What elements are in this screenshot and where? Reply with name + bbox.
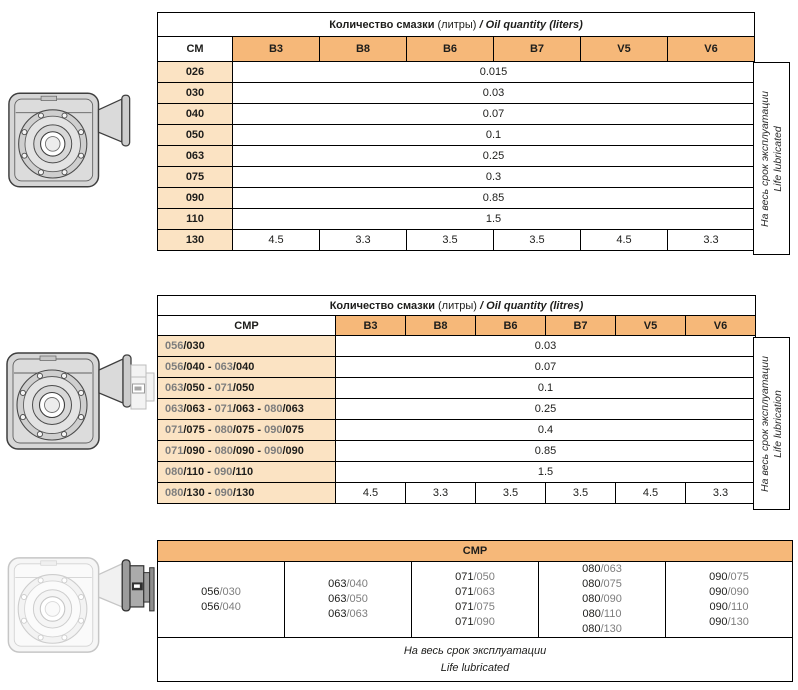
life-note-en: Life lubrication xyxy=(771,389,784,458)
model-code-suffix: /090 xyxy=(232,445,255,457)
mount-position-header: B7 xyxy=(494,37,581,62)
model-code-suffix: /050 xyxy=(232,382,255,394)
table-row xyxy=(158,357,756,378)
table-row xyxy=(158,104,755,125)
size-label: 063/050 - 071/050 xyxy=(158,378,336,399)
model-code-suffix: /040 xyxy=(183,361,205,373)
model-code xyxy=(158,600,284,615)
size-label: 040 xyxy=(158,104,233,125)
model-code-suffix: /063 xyxy=(282,403,304,415)
model-code-prefix: 056 xyxy=(165,340,184,352)
model-code-suffix: /063 xyxy=(600,563,622,575)
cmp-life-note xyxy=(759,356,785,492)
model-group-cell xyxy=(158,562,285,638)
oil-quantity-value: 4.5 xyxy=(581,230,668,251)
model-code-suffix: /030 xyxy=(219,585,241,598)
size-label: 063/063 - 071/063 - 080/063 xyxy=(158,399,336,420)
mount-position-header: V6 xyxy=(668,37,755,62)
size-label: 090 xyxy=(158,188,233,209)
model-code-prefix: 090 xyxy=(214,487,233,499)
model-code-prefix: 080 xyxy=(214,445,233,457)
cmp-oil-table-section xyxy=(157,295,797,504)
oil-quantity-value: 4.5 xyxy=(336,483,406,504)
worm-gearbox-front-icon xyxy=(6,88,154,192)
model-code xyxy=(539,562,665,577)
model-code-suffix: /040 xyxy=(232,361,255,373)
model-code-suffix: /130 xyxy=(232,487,255,499)
oil-quantity-value: 3.5 xyxy=(476,483,546,504)
cmp-oil-table xyxy=(157,295,756,504)
model-code xyxy=(412,615,538,630)
table-title xyxy=(158,296,756,316)
model-code-suffix: /050 xyxy=(473,570,495,583)
model-code-suffix: /075 xyxy=(727,570,749,583)
oil-quantity-value: 0.03 xyxy=(336,336,756,357)
model-code-suffix: /063 xyxy=(232,403,255,415)
model-code-suffix: /110 xyxy=(600,608,622,620)
model-code xyxy=(285,607,411,622)
model-code-suffix: /030 xyxy=(183,340,205,352)
model-code-suffix: /075 xyxy=(282,424,304,436)
mount-position-header: V5 xyxy=(616,316,686,336)
model-code xyxy=(412,585,538,600)
oil-quantity-value: 0.07 xyxy=(233,104,755,125)
model-code-prefix: 071 xyxy=(455,615,474,628)
model-code-prefix: 090 xyxy=(709,570,728,583)
oil-quantity-value: 0.03 xyxy=(233,83,755,104)
model-group-cell xyxy=(539,562,666,638)
title-ru-paren: (литры) xyxy=(437,18,477,31)
cmp-groups-row xyxy=(158,562,793,638)
table-title-row xyxy=(158,296,756,316)
oil-quantity-value: 4.5 xyxy=(233,230,320,251)
table-row xyxy=(158,420,756,441)
model-code-suffix: /090 xyxy=(282,445,304,457)
model-code-prefix: 090 xyxy=(264,424,283,436)
model-code-prefix: 080 xyxy=(165,466,184,478)
model-code xyxy=(666,570,792,585)
oil-quantity-value: 0.25 xyxy=(336,399,756,420)
model-code-prefix: 071 xyxy=(455,600,474,613)
model-code-suffix: /090 xyxy=(727,585,749,598)
model-code-prefix: 063 xyxy=(328,578,347,590)
model-code-suffix: /040 xyxy=(346,578,368,590)
mount-position-header: B8 xyxy=(320,37,407,62)
series-corner-label: CM xyxy=(158,37,233,62)
model-code-suffix: /130 xyxy=(183,487,205,499)
model-code xyxy=(412,570,538,585)
cm-oil-table-section xyxy=(157,12,797,251)
title-en: / Oil quantity (liters) xyxy=(479,18,583,31)
oil-quantity-value: 3.3 xyxy=(686,483,756,504)
life-note-ru: На весь срок эксплуатации xyxy=(758,355,771,492)
model-code-prefix: 080 xyxy=(582,593,601,605)
model-code-prefix: 056 xyxy=(201,600,220,613)
size-label: 056/040 - 063/040 xyxy=(158,357,336,378)
oil-quantity-value: 0.3 xyxy=(233,167,755,188)
oil-quantity-value: 3.5 xyxy=(407,230,494,251)
model-code-prefix: 063 xyxy=(165,382,184,394)
model-code-prefix: 063 xyxy=(328,593,347,605)
model-code-suffix: /063 xyxy=(183,403,205,415)
model-code-prefix: 090 xyxy=(709,600,728,613)
model-code-suffix: /130 xyxy=(727,615,749,628)
cmp-header-row xyxy=(158,541,793,562)
column-header-row xyxy=(158,316,756,336)
title-ru-paren: (литры) xyxy=(438,299,477,312)
model-code xyxy=(285,592,411,607)
size-label: 050 xyxy=(158,125,233,146)
cmp-footer-row xyxy=(158,638,793,682)
size-label: 080/110 - 090/110 xyxy=(158,462,336,483)
oil-quantity-value: 0.25 xyxy=(233,146,755,167)
model-code-prefix: 071 xyxy=(165,424,184,436)
table-row xyxy=(158,167,755,188)
mount-position-header: B3 xyxy=(336,316,406,336)
mount-position-header: B7 xyxy=(546,316,616,336)
table-title-row xyxy=(158,13,755,37)
model-code-suffix: /075 xyxy=(183,424,205,436)
oil-quantity-value: 0.85 xyxy=(336,441,756,462)
model-code-suffix: /075 xyxy=(232,424,255,436)
model-code-prefix: 071 xyxy=(214,382,233,394)
size-label: 071/090 - 080/090 - 090/090 xyxy=(158,441,336,462)
model-code-prefix: 080 xyxy=(165,487,184,499)
size-label xyxy=(158,336,336,357)
life-note-en: Life lubricated xyxy=(771,125,784,192)
size-label: 026 xyxy=(158,62,233,83)
model-code-suffix: /075 xyxy=(473,600,495,613)
model-code xyxy=(539,592,665,607)
worm-gearbox-ghost-adapter-icon xyxy=(4,348,156,454)
model-code-suffix: /090 xyxy=(183,445,205,457)
model-code-prefix: 080 xyxy=(582,578,601,590)
oil-quantity-value: 0.4 xyxy=(336,420,756,441)
model-code-prefix: 063 xyxy=(165,403,184,415)
title-en: / Oil quantity (litres) xyxy=(480,299,584,312)
model-code-prefix: 071 xyxy=(214,403,233,415)
model-code-prefix: 071 xyxy=(165,445,184,457)
oil-quantity-value: 3.3 xyxy=(320,230,407,251)
model-code-prefix: 080 xyxy=(582,608,601,620)
model-code-prefix: 056 xyxy=(201,585,220,598)
cm-life-note-box xyxy=(753,62,790,255)
oil-quantity-value: 4.5 xyxy=(616,483,686,504)
size-label: 130 xyxy=(158,230,233,251)
table-row xyxy=(158,378,756,399)
title-ru: Количество смазки xyxy=(329,18,435,31)
oil-quantity-value: 0.07 xyxy=(336,357,756,378)
table-row xyxy=(158,125,755,146)
model-code-suffix: /110 xyxy=(183,466,205,478)
cmp-header: CMP xyxy=(158,541,793,562)
model-code xyxy=(285,577,411,592)
size-label: 075 xyxy=(158,167,233,188)
mount-position-header: B8 xyxy=(406,316,476,336)
model-code xyxy=(666,585,792,600)
model-code-prefix: 090 xyxy=(709,615,728,628)
model-code xyxy=(666,600,792,615)
model-group-cell xyxy=(412,562,539,638)
table-row xyxy=(158,188,755,209)
model-code-prefix: 071 xyxy=(455,585,474,598)
oil-quantity-value: 1.5 xyxy=(336,462,756,483)
mount-position-header: B6 xyxy=(407,37,494,62)
table-row xyxy=(158,483,756,504)
life-note-ru: На весь срок эксплуатации xyxy=(758,90,771,227)
oil-quantity-value: 0.85 xyxy=(233,188,755,209)
model-group-cell xyxy=(285,562,412,638)
table-row xyxy=(158,399,756,420)
mount-position-header: B3 xyxy=(233,37,320,62)
model-code-suffix: /130 xyxy=(600,623,622,635)
oil-quantity-value: 3.3 xyxy=(668,230,755,251)
size-label: 080/130 - 090/130 xyxy=(158,483,336,504)
cmp-gearbox-image xyxy=(4,348,156,454)
model-code-suffix: /075 xyxy=(600,578,622,590)
table-row xyxy=(158,146,755,167)
series-corner-label: CMP xyxy=(158,316,336,336)
oil-quantity-value: 0.1 xyxy=(233,125,755,146)
model-code-prefix: 063 xyxy=(214,361,233,373)
oil-quantity-value: 3.3 xyxy=(406,483,476,504)
cmp-life-note-box xyxy=(753,337,790,510)
model-code-suffix: /050 xyxy=(183,382,205,394)
cmp-groups-table xyxy=(157,540,793,682)
model-code-suffix: /040 xyxy=(219,600,241,613)
model-code xyxy=(666,615,792,630)
model-code-prefix: 080 xyxy=(582,563,601,575)
model-code-suffix: /063 xyxy=(473,585,495,598)
oil-quantity-value: 0.1 xyxy=(336,378,756,399)
model-code-suffix: /110 xyxy=(727,600,749,613)
model-code-prefix: 090 xyxy=(709,585,728,598)
size-label: 110 xyxy=(158,209,233,230)
table-row xyxy=(158,336,756,357)
column-header-row xyxy=(158,37,755,62)
model-code xyxy=(539,577,665,592)
cm-life-note xyxy=(759,91,785,227)
model-code xyxy=(539,607,665,622)
cm-gearbox-image xyxy=(6,88,154,192)
model-code-suffix: /063 xyxy=(346,608,368,620)
model-code xyxy=(412,600,538,615)
oil-quantity-value: 0.015 xyxy=(233,62,755,83)
table-title xyxy=(158,13,755,37)
cm-oil-table xyxy=(157,12,755,251)
size-label: 030 xyxy=(158,83,233,104)
mount-position-header: B6 xyxy=(476,316,546,336)
model-code-prefix: 090 xyxy=(264,445,283,457)
oil-quantity-value: 3.5 xyxy=(494,230,581,251)
model-code xyxy=(539,622,665,637)
model-code-prefix: 080 xyxy=(582,623,601,635)
model-code xyxy=(158,585,284,600)
size-label: 071/075 - 080/075 - 090/075 xyxy=(158,420,336,441)
life-note-en: Life lubricated xyxy=(440,661,510,674)
life-lubricated-note xyxy=(158,638,793,682)
model-code-suffix: /090 xyxy=(473,615,495,628)
mount-position-header: V6 xyxy=(686,316,756,336)
title-ru: Количество смазки xyxy=(329,299,435,312)
cmp-groups-section xyxy=(157,540,792,682)
model-code-prefix: 080 xyxy=(264,403,283,415)
model-code-prefix: 080 xyxy=(214,424,233,436)
life-note-ru: На весь срок эксплуатации xyxy=(403,644,547,657)
table-row xyxy=(158,62,755,83)
table-row xyxy=(158,209,755,230)
model-code-prefix: 090 xyxy=(213,466,233,478)
oil-quantity-value: 3.5 xyxy=(546,483,616,504)
model-group-cell xyxy=(666,562,793,638)
oil-quantity-value: 1.5 xyxy=(233,209,755,230)
model-code-prefix: 071 xyxy=(455,570,474,583)
model-code-prefix: 056 xyxy=(165,361,184,373)
table-row xyxy=(158,83,755,104)
cmp-adapter-image xyxy=(4,553,156,657)
table-row xyxy=(158,462,756,483)
model-code-suffix: /050 xyxy=(346,593,368,605)
model-code-suffix: /110 xyxy=(232,466,254,478)
mount-position-header: V5 xyxy=(581,37,668,62)
table-row xyxy=(158,230,755,251)
ghost-gearbox-dark-adapter-icon xyxy=(4,553,156,657)
table-row xyxy=(158,441,756,462)
size-label: 063 xyxy=(158,146,233,167)
model-code-prefix: 063 xyxy=(328,608,347,620)
model-code-suffix: /090 xyxy=(600,593,622,605)
